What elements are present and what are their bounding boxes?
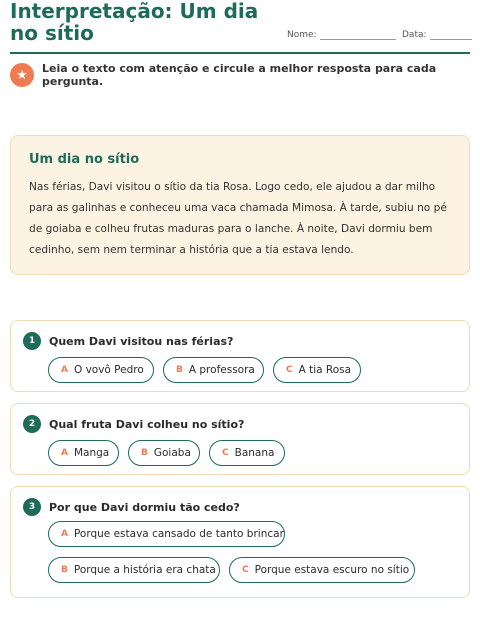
option-letter: B	[61, 565, 68, 575]
question-text: Qual fruta Davi colheu no sítio?	[49, 417, 245, 431]
option-1a[interactable]	[48, 357, 154, 383]
option-3a[interactable]	[48, 521, 285, 547]
star-icon: ★	[10, 63, 34, 87]
option-letter: A	[61, 365, 68, 375]
story-title: Um dia no sítio	[29, 152, 140, 167]
option-letter: A	[61, 529, 68, 539]
option-1b[interactable]	[163, 357, 264, 383]
option-letter: B	[141, 448, 148, 458]
question-card-2	[10, 403, 470, 475]
instruction-text: Leia o texto com atenção e circule a melhor resposta para cada pergunta.	[42, 62, 437, 88]
option-text: O vovô Pedro	[73, 364, 144, 376]
instruction	[10, 62, 470, 88]
option-text: Porque a história era chata	[73, 564, 216, 576]
question-number: 1	[23, 332, 41, 350]
option-1c[interactable]	[273, 357, 361, 383]
option-2b[interactable]	[128, 440, 200, 466]
name-label: Nome:	[287, 30, 317, 40]
option-text: Porque estava escuro no sítio	[254, 564, 410, 576]
option-letter: A	[61, 448, 68, 458]
worksheet-header	[10, 0, 470, 54]
option-text: A tia Rosa	[298, 364, 352, 376]
option-3b[interactable]	[48, 557, 220, 583]
date-label: Data:	[402, 30, 427, 40]
question-header	[23, 415, 244, 433]
option-letter: C	[286, 365, 293, 375]
option-text: Porque estava cansado de tanto brincar	[73, 528, 284, 540]
date-line	[430, 32, 472, 40]
story-text: Nas férias, Davi visitou o sítio da tia Rosa. Logo cedo, ele ajudou a dar milho para as galinhas e conheceu uma vaca chamada Mimosa. À tarde, subiu no pé de goiaba e colheu frutas maduras para o lanche. À noite, Davi dormiu bem cedinho, sem nem terminar a história que a tia estava lendo.	[29, 181, 447, 256]
option-2c[interactable]	[209, 440, 285, 466]
option-letter: C	[242, 565, 249, 575]
question-card-3	[10, 486, 470, 598]
option-text: A professora	[188, 364, 255, 376]
question-card-1	[10, 320, 470, 392]
question-number: 2	[23, 415, 41, 433]
name-line	[320, 32, 396, 40]
option-text: Manga	[73, 447, 110, 459]
question-header	[23, 332, 233, 350]
story-box	[10, 135, 470, 275]
option-letter: B	[176, 365, 183, 375]
page-title: Interpretação: Um dia no sítio	[10, 0, 259, 45]
option-2a[interactable]	[48, 440, 119, 466]
question-number: 3	[23, 498, 41, 516]
option-text: Goiaba	[153, 447, 191, 459]
name-field[interactable]	[287, 30, 396, 40]
option-text: Banana	[234, 447, 275, 459]
date-field[interactable]	[402, 30, 472, 40]
option-letter: C	[222, 448, 229, 458]
question-header	[23, 498, 240, 516]
option-3c[interactable]	[229, 557, 415, 583]
question-text: Por que Davi dormiu tão cedo?	[49, 500, 240, 514]
question-text: Quem Davi visitou nas férias?	[49, 334, 234, 348]
